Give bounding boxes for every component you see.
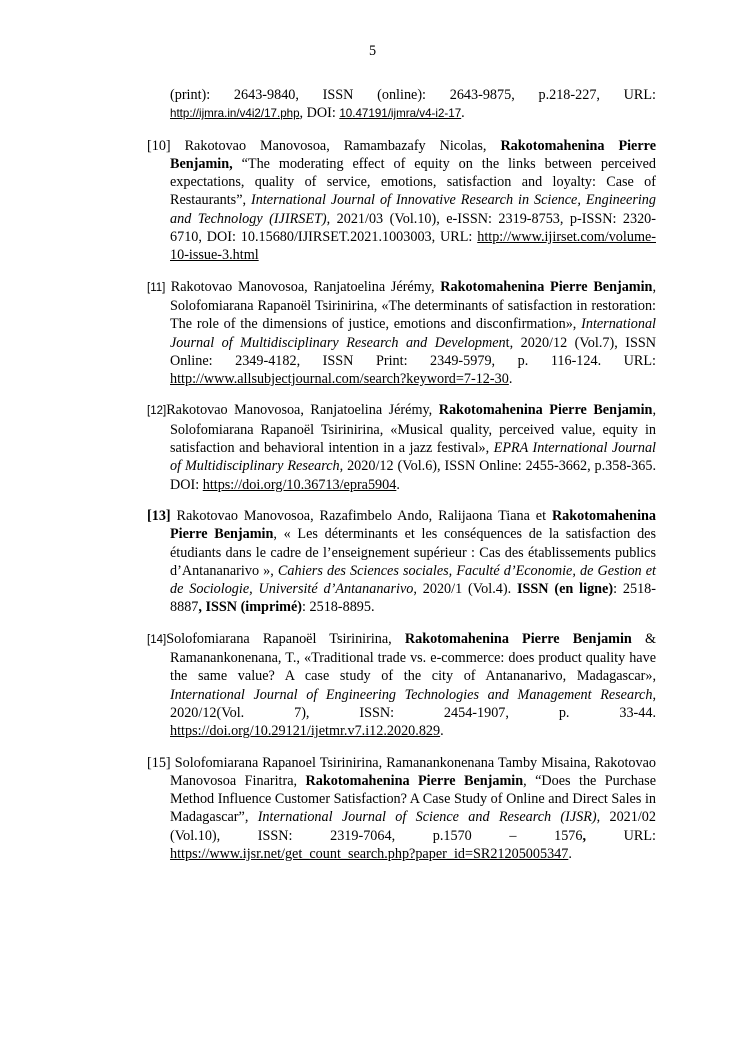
issn-online-label: ISSN (en ligne) — [517, 581, 614, 598]
highlighted-author: Rakotomahenina Pierre Benjamin — [170, 507, 656, 543]
journal-name: Cahiers des Sciences sociales, Faculté d’Economie, de Gestion et de Sociologie, Université d’Antananarivo — [170, 562, 656, 598]
highlighted-author: Rakotomahenina Pierre Benjamin — [440, 278, 653, 295]
reference-label: [10] — [147, 137, 185, 154]
reference-label: [15] — [147, 754, 175, 771]
reference-9-continuation: (print): 2643-9840, ISSN (online): 2643-9875, p.218-227, URL: http://ijmra.in/v4i2/17.php, DOI: 10.47191/ijmra/v4-i2-17. — [170, 87, 656, 122]
reference-14-doi-link[interactable]: https://doi.org/10.29121/ijetmr.v7.i12.2020.829 — [170, 723, 441, 740]
reference-10: [10] Rakotovao Manovosoa, Ramambazafy Nicolas, Rakotomahenina Pierre Benjamin, “The moderating effect of equity on the links between perceived expectations, quality of service, emotions, satisfaction and loyalty: Case of Restaurants”, International Journal of Innovative Research in Science, Engineering and Technology (IJIRSET), 2021/03 (Vol.10), e-ISSN: 2319-8753, p-ISSN: 2320-6710, DOI: 10.15680/IJIRSET.2021.1003003, URL: http://www.ijirset.com/volume-10-issue-3.html — [147, 137, 656, 264]
reference-list — [147, 86, 656, 876]
journal-name: EPRA International Journal of Multidisciplinary Research — [170, 440, 656, 475]
reference-11: [11] Rakotovao Manovosoa, Ranjatoelina Jérémy, Rakotomahenina Pierre Benjamin, Solofomiarana Rapanoël Tsirinirina, «The determinants of satisfaction in restoration: The role of the dimensions of justice, emotions and disconfirmation», International Journal of Multidisciplinary Research and Development, 2020/12 (Vol.7), ISSN Online: 2349-4182, ISSN Print: 2349-5979, p. 116-124. URL: http://www.allsubjectjournal.com/search?keyword=7-12-30. — [147, 278, 657, 388]
journal-name: International Journal of Innovative Research in Science, Engineering and Technology (IJIRSET) — [170, 192, 656, 227]
highlighted-author: Rakotomahenina Pierre Benjamin, — [170, 137, 656, 172]
journal-name: International Journal of Engineering Technologies and Management Research — [170, 686, 653, 703]
page-number: 5 — [368, 43, 377, 59]
reference-10-url-link[interactable]: http://www.ijirset.com/volume-10-issue-3.html — [170, 229, 656, 264]
reference-12: [12]Rakotovao Manovosoa, Ranjatoelina Jérémy, Rakotomahenina Pierre Benjamin, Solofomiarana Rapanoël Tsirinirina, «Musical quality, perceived value, equity in satisfaction and behavioral intention in a jazz festival», EPRA International Journal of Multidisciplinary Research, 2020/12 (Vol.6), ISSN Online: 2455-3662, p.358-365. DOI: https://doi.org/10.36713/epra5904. — [147, 402, 656, 493]
reference-15-url-link[interactable]: https://www.ijsr.net/get_count_search.php?paper_id=SR21205005347 — [170, 845, 569, 862]
reference-11-url-link[interactable]: http://www.allsubjectjournal.com/search?keyword=7-12-30 — [170, 371, 509, 388]
reference-12-doi-link[interactable]: https://doi.org/10.36713/epra5904 — [202, 476, 397, 493]
highlighted-author: Rakotomahenina Pierre Benjamin — [404, 630, 632, 647]
reference-13: [13] Rakotovao Manovosoa, Razafimbelo Ando, Ralijaona Tiana et Rakotomahenina Pierre Benjamin, « Les déterminants et les conséquences de la satisfaction des étudiants dans le cadre de l’enseignement supérieur : Cas des établissements publics d’Antananarivo », Cahiers des Sciences sociales, Faculté d’Economie, de Gestion et de Sociologie, Université d’Antananarivo, 2020/1 (Vol.4). ISSN (en ligne): 2518-8887, ISSN (imprimé): 2518-8895. — [147, 507, 656, 616]
reference-label: [11] — [147, 281, 171, 294]
reference-14: [14]Solofomiarana Rapanoël Tsirinirina, Rakotomahenina Pierre Benjamin & Ramanankonenana, T., «Traditional trade vs. e-commerce: does product quality have the same value? A case study of the city of Antananarivo, Madagascar», International Journal of Engineering Technologies and Management Research, 2020/12(Vol. 7), ISSN: 2454-1907, p. 33-44. https://doi.org/10.29121/ijetmr.v7.i12.2020.829. — [147, 630, 656, 740]
reference-9-doi-link[interactable]: 10.47191/ijmra/v4-i2-17 — [339, 107, 462, 121]
issn-print-label: , ISSN (imprimé) — [198, 599, 303, 616]
highlighted-author: Rakotomahenina Pierre Benjamin — [438, 402, 653, 419]
reference-9-url-link[interactable]: http://ijmra.in/v4i2/17.php — [170, 107, 300, 121]
reference-label: [12] — [147, 405, 167, 418]
journal-name: International Journal of Multidisciplinary Research and Developmen — [170, 316, 656, 351]
reference-label: [14] — [147, 633, 167, 646]
reference-15: [15] Solofomiarana Rapanoel Tsirinirina, Ramanankonenana Tamby Misaina, Rakotovao Manovosoa Finaritra, Rakotomahenina Pierre Benjamin, “Does the Purchase Method Influence Customer Satisfaction? A Case Study of Online and Direct Sales in Madagascar”, International Journal of Science and Research (IJSR), 2021/02 (Vol.10), ISSN: 2319-7064, p.1570 – 1576, URL: https://www.ijsr.net/get_count_search.php?paper_id=SR21205005347. — [147, 754, 657, 862]
highlighted-author: Rakotomahenina Pierre Benjamin — [305, 772, 524, 789]
reference-label: [13] — [147, 507, 171, 524]
journal-name: International Journal of Science and Research (IJSR) — [257, 809, 597, 826]
